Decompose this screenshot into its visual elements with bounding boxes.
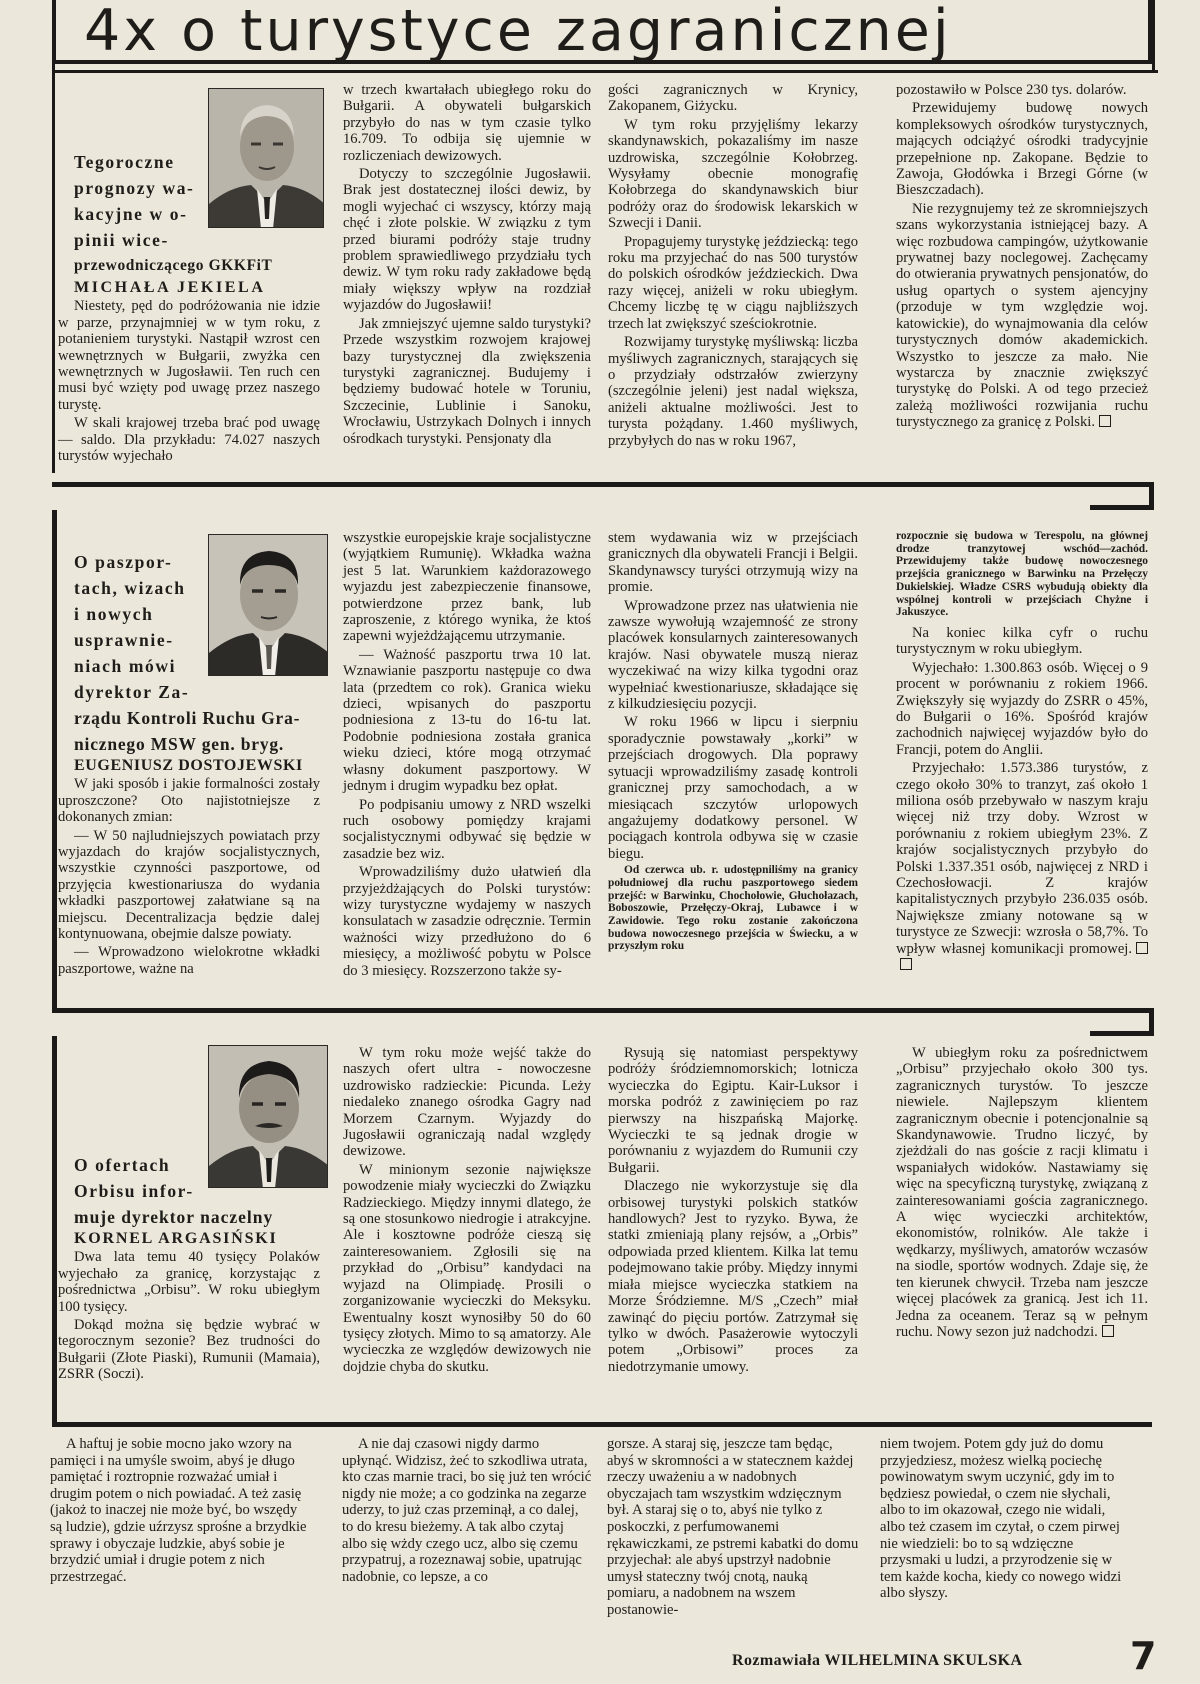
intro-line: O paszpor-	[74, 552, 173, 572]
paragraph: Rozwijamy turystykę myśliwską: liczba myśliwych zagranicznych, starających się o przydziały odstrzałów zwierzyny (szczególnie jeleni) jest nadal większa, aniżeli aktualne możliwości. Jest to turysta pożądany. 1.460 myśliwych, przybyłych do nas w roku 1967,	[608, 334, 858, 449]
interviewee-name: EUGENIUSZ DOSTOJEWSKI	[74, 757, 303, 774]
intro-line: rządu Kontroli Ruchu Gra-	[74, 708, 301, 728]
paragraph: Dwa lata temu 40 tysięcy Polaków wyjechało za granicę, korzystając z pośrednictwa „Orbisu”. W roku ubiegłym 100 tysięcy.	[58, 1249, 320, 1315]
paragraph: Przewidujemy budowę nowych kompleksowych ośrodków turystycznych, mających odciążyć ośrodki tradycyjnie przepełnione np. Zakopane. Będzie to Zawoja, Głodówka i Brzegi Górne (w Bieszczadach).	[896, 100, 1148, 199]
paragraph: Niestety, pęd do podróżowania nie idzie w parze, przynajmniej w w tym roku, z potanieniem turystyki. Nastąpił wzrost cen wewnętrznych w Bułgarii, zwyżka cen wewnętrznych w Jugosławii. Ten ruch cen musi być wzięty pod uwagę przez naszego turystę.	[58, 298, 320, 413]
bottom-text-block	[50, 1436, 1130, 1616]
paragraph: stem wydawania wiz w przejściach granicznych dla obywateli Francji i Belgii. Skandynawscy turyści otrzymują wizy na promie.	[608, 530, 858, 596]
paragraph: rozpocznie się budowa w Terespolu, na głównej drodze tranzytowej wschód—zachód. Przewidujemy także budowę nowoczesnego przejścia granicznego w Barwinku na Przełęczy Dukielskiej. Władze CSRS wybudują obiekty dla wspólnej kontroli w przejściach Chyżne i Jakuszyce.	[896, 530, 1148, 619]
rule	[1152, 0, 1155, 70]
paragraph	[896, 1045, 1148, 1340]
article-3-col-4	[896, 1045, 1148, 1342]
paragraph: niem twojem. Potem gdy już do domu przyjedziesz, możesz wielką pociechę powinowatym swym uczynić, gdy im to będziesz powiedał, o czem nie słychali, albo to im okazował, czego nie widali, albo też czasem im czytał, o czem pirwej nie wiedzieli: bo to są wdzięczne przysmaki u ludzi, a przyrodzenie się w tem każde kocha, kiedy co nowego widzi albo słyszy.	[880, 1436, 1122, 1602]
rule	[1090, 505, 1154, 510]
intro-line: usprawnie-	[74, 630, 174, 650]
paragraph: wszystkie europejskie kraje socjalistyczne (wyjątkiem Rumunię). Wkładka ważna jest 5 lat. Warunkiem każdorazowego wyjazdu jest zabezpieczenie finansowe, potwierdzone przez bank, lub zaproszenie, z którego wynika, że ktoś zapewni wyjeżdżającemu utrzymanie.	[343, 530, 591, 645]
paragraph: w trzech kwartałach ubiegłego roku do Bułgarii. A obywateli bułgarskich przybyło do nas w tym czasie tylko 16.709. To odbija się ujemnie w rozliczeniach dewizowych.	[343, 82, 591, 164]
article-2-col-1	[58, 530, 320, 979]
paragraph-text: Nie rezygnujemy też ze skromniejszych szans wykorzystania istniejącej bazy. A więc rozbudowa campingów, użytkowanie prywatnej bazy noclegowej. Zachęcamy do otwierania prywatnych pensjonatów, do usług opartych o system ajencyjny (przoduje w tym względzie woj. katowickie), do wynajmowania dla celów turystycznych domów akademickich. Wszystko to jeszcze za mało. Nie wystarcza by znacznie zwiększyć turystykę do Polski. A od tego przecież zależą możliwości rozwijania ruchu turystycznego za granicę z Polski.	[896, 200, 1148, 431]
paragraph: A nie daj czasowi nigdy darmo upłynąć. Widzisz, żeć to szkodliwa utrata, kto czas marnie traci, bo się już ten wrócić nigdy nie może; a co godzinka na zegarze uderzy, to już czas przeminął, a co dalej, to do kresu bieżemy. A tak albo czytaj albo się wżdy czego ucz, albo się czemu przypatruj, a rozeznawaj sobie, upatrując nadobnie, co lepsze, a co	[342, 1436, 592, 1585]
end-mark-icon	[900, 958, 912, 970]
article-1-col-1	[58, 82, 320, 466]
article-2-col-2	[343, 530, 591, 981]
paragraph: W tym roku może wejść także do naszych ofert ultra - nowoczesne uzdrowisko radzieckie: Picunda. Leży niedaleko znanego ośrodka Gagry nad Morzem Czarnym. Wyjazdy do Jugosławii ograniczają nadal względy dewizowe.	[343, 1045, 591, 1160]
paragraph: W skali krajowej trzeba brać pod uwagę — saldo. Dla przykładu: 74.027 naszych turystów wyjechało	[58, 415, 320, 465]
intro-line: Orbisu infor-	[74, 1181, 194, 1201]
article-2-col-4	[896, 530, 1148, 975]
article-1-col-4	[896, 82, 1148, 433]
end-mark-icon	[1136, 942, 1148, 954]
intro-line: i nowych	[74, 604, 154, 624]
paragraph-text: Przyjechało: 1.573.386 turystów, z czego około 30% to tranzyt, zaś około 1 miliona osób przebywało w naszym kraju więcej niż trzy doby. Wzrost w porównaniu z rokiem ubiegłym 23%. Z krajów socjalistycznych przybyło do Polski 1.337.351 osób, najwięcej z NRD i Czechosłowacji. Z krajów kapitalistycznych przybyło 236.035 osób. Największe zmiany notowane są w turystyce ze Szwecji: wzrosła o 58,7%. To wpływ własnej komunikacji promowej.	[896, 760, 1148, 957]
paragraph: Wprowadzone przez nas ułatwienia nie zawsze wywołują wzajemność ze strony placówek konsularnych zainteresowanych krajów. Nasi obywatele muszą nieraz wyczekiwać na wizy kilka tygodni oraz wypełniać kwestionariusze, składające się z kilkudziesięciu pozycji.	[608, 597, 858, 713]
bottom-col-4	[880, 1436, 1130, 1604]
rule	[52, 482, 1152, 487]
intro-line: tach, wizach	[74, 578, 186, 598]
article-2	[58, 530, 1158, 1000]
paragraph: Dlaczego nie wykorzystuje się dla orbisowej turystyki polskich statków handlowych? Jest to ryzyko. Bywa, że statki zmieniają plany rejsów, a „Orbis” odpowiada przed klientem. Kilka lat temu podejmowano takie próby. Między innymi miała miejsce wycieczka statkiem na Morze Śródziemne. M/S „Czech” miał zawinąć do pięciu portów. Zatrzymał się tylko w dwóch. Pasażerowie wytoczyli potem „Orbisowi” proces za niedotrzymanie umowy.	[608, 1178, 858, 1375]
intro-line: niach mówi	[74, 656, 177, 676]
paragraph: Rysują się natomiast perspektywy podróży śródziemnomorskich; lotnicza wycieczka do Egiptu. Kair-Luksor i morska podróż z zawinięciem po raz pierwszy na hiszpańską Majorkę. Wycieczki te są jednak drogie w porównaniu z wyjazdem do Rumunii czy Bułgarii.	[608, 1045, 858, 1176]
paragraph	[896, 201, 1148, 431]
paragraph: Wprowadziliśmy dużo ułatwień dla przyjeżdżających do Polski turystów: wizy turystyczne wydajemy w naszych konsulatach w zasadzie odręcznie. Termin ważności wizy przedłużono do 6 miesięcy, a możliwość pobytu w Polsce do 3 miesięcy. Rozszerzono także sy-	[343, 864, 591, 979]
paragraph: gości zagranicznych w Krynicy, Zakopanem, Giżycku.	[608, 82, 858, 115]
article-3-col-3	[608, 1045, 858, 1377]
article-1-col-3	[608, 82, 858, 451]
article-2-col-3	[608, 530, 858, 955]
paragraph: Na koniec kilka cyfr o ruchu turystycznym w roku ubiegłym.	[896, 624, 1148, 658]
paragraph: — W 50 najludniejszych powiatach przy wyjazdach do krajów socjalistycznych, wszystkie czynności paszportowe, od przyjęcia kwestionariusza do wydania wkładki paszportowej załatwiane są na miejscu. Decentralizacja będzie dalej kontynuowana, obejmie dalsze powiaty.	[58, 827, 320, 943]
bottom-col-3	[607, 1436, 859, 1621]
intro-line: pinii wice-	[74, 230, 169, 250]
rule	[52, 1008, 1152, 1013]
intro-line: Tegoroczne	[74, 152, 175, 172]
paragraph: W jaki sposób i jakie formalności zostały uproszczone? Oto najistotniejsze z dokonanych zmian:	[58, 776, 320, 826]
intro-line: prognozy wa-	[74, 178, 195, 198]
paragraph: W tym roku przyjęliśmy lekarzy skandynawskich, pokazaliśmy im nasze uzdrowiska, szczególnie Kołobrzeg. Wysyłamy obecnie monografię Kołobrzega do skandynawskich biur podróży oraz do środowisk lekarskich w Szwecji i Danii.	[608, 116, 858, 232]
paragraph: Propagujemy turystykę jeździecką: tego roku ma przyjechać do nas 500 turystów do polskich ośrodków jeździeckich. Dwa razy więcej, aniżeli w roku ubiegłym. Chcemy liczbę tę w ciągu najbliższych trzech lat zwiększyć sześciokrotnie.	[608, 233, 858, 332]
intro-line: nicznego MSW gen. bryg.	[74, 734, 285, 754]
rule	[52, 510, 57, 1010]
paragraph: — Wprowadzono wielokrotne wkładki paszportowe, ważne na	[58, 944, 320, 977]
article-3-col-1	[58, 1045, 320, 1385]
article-1-col-2	[343, 82, 591, 449]
rule	[52, 0, 55, 473]
page-header	[52, 0, 1152, 64]
article-3-col-2	[343, 1045, 591, 1377]
end-mark-icon	[1102, 1325, 1114, 1337]
paragraph: W roku 1966 w lipcu i sierpniu sporadycznie powstawały „korki” w przejściach drogowych. Dla poprawy sytuacji wprowadziliśmy zasadę kontroli granicznej przy samochodach, a w miesiącach szczytów urlopowych angażujemy dodatkowy personel. W pociągach kontrola odbywa się w czasie biegu.	[608, 714, 858, 862]
article-1	[58, 82, 1158, 472]
rule	[1090, 1031, 1154, 1036]
paragraph: Dotyczy to szczególnie Jugosławii. Brak jest dostatecznej ilości dewiz, by mogli wyjechać ci wszyscy, którzy mają chęć i złote polskie. W związku z tym przed biurami podróży staje trudny problem sprawiedliwego przydziału tych dewiz. W tym roku rady zakładowe będą miały większy wpływ na rozdział wyjazdów do Jugosławii!	[343, 166, 591, 314]
paragraph: A haftuj je sobie mocno jako wzory na pamięci i na umyśle swoim, abyś je długo pamiętać i roztropnie rozważać umiał i drugim potem o nich powiadać. A też zasię (jakoż to inaczej nie może być, bo wszędy są ludzie), gdzie uźrzysz sprośne a brzydkie sprawy i obyczaje ludzkie, abyś sobie je brzydzić umiał i drugie potem z nich przestrzegać.	[50, 1436, 307, 1585]
interviewee-name: KORNEL ARGASIŃSKI	[74, 1230, 278, 1247]
author-credit: Rozmawiała WILHELMINA SKULSKA	[732, 1652, 1023, 1669]
paragraph: gorsze. A staraj się, jeszcze tam będąc, abyś w skromności a w statecznem każdej rzeczy uważeniu a w nadobnych obyczajach tam wszystkim wdzięcznym był. A staraj się o to, abyś nie tylko z poskoczki, z perfumowanemi rękawiczkami, ze pstremi kabatki do domu przyjechał: ale abyś upstrzył nadobnie umysł stateczny twój cnotą, nauką pomiaru, a nadobnem na wszem postanowie-	[607, 1436, 859, 1618]
bottom-col-1	[50, 1436, 312, 1587]
bottom-col-2	[342, 1436, 592, 1587]
paragraph: — Ważność paszportu trwa 10 lat. Wznawianie paszportu następuje co dwa lata (przedtem co rok). Granica wieku dzieci, wpisanych do paszportu podniesiona z 13-tu do 16-tu lat. Podobnie podniesiona została granica wieku dzieci, które mogą otrzymać własny dokument paszportowy. W jednym i drugim wypadku bez opłat.	[343, 646, 591, 795]
intro-line: dyrektor Za-	[74, 682, 190, 702]
paragraph: Po podpisaniu umowy z NRD wszelki ruch osobowy pomiędzy krajami socjalistycznymi odbywać się będzie w zasadzie bez wiz.	[343, 796, 591, 862]
page-number: 7	[1130, 1634, 1157, 1678]
article-3	[58, 1045, 1158, 1420]
interviewee-name: MICHAŁA JEKIELA	[74, 279, 266, 296]
intro-line: muje dyrektor naczelny	[74, 1207, 274, 1227]
rule	[52, 1036, 57, 1426]
paragraph	[896, 760, 1148, 973]
rule	[52, 1422, 1152, 1427]
intro-line: kacyjne w o-	[74, 204, 188, 224]
paragraph: pozostawiło w Polsce 230 tys. dolarów.	[896, 82, 1127, 98]
paragraph: Dokąd można się będzie wybrać w tegorocznym sezonie? Bez trudności do Bułgarii (Złote Piaski), Rumunii (Mamaia), ZSRR (Soczi).	[58, 1317, 320, 1383]
paragraph: W minionym sezonie największe powodzenie miały wycieczki do Związku Radzieckiego. Między innymi dlatego, że są one stosunkowo niedrogie i atrakcyjne. Ale i kosztowne podróże cieszą się zainteresowaniem. Zgłosili się na przykład do „Orbisu” kandydaci na wyjazd na Olimpiadę. Prosili o zorganizowanie wycieczki do Meksyku. Ewentualny koszt wynosiłby 50 do 60 tysięcy złotych. Mimo to są amatorzy. Ale wycieczka ze względów dewizowych nie dojdzie chyba do skutku.	[343, 1161, 591, 1375]
rule	[52, 70, 1158, 73]
intro-line: O ofertach	[74, 1155, 171, 1175]
paragraph-text: W ubiegłym roku za pośrednictwem „Orbisu” przyjechało około 300 tys. zagranicznych turystów. To jeszcze niewiele. Najlepszym klientem zagranicznym obecnie i potencjonalnie są Skandynawowie. Trudno liczyć, by zjeżdżali do nas goście z racji klimatu i wspaniałych widoków. Nastawiamy się więc na specyficzną turystykę, związaną z zainteresowaniami gościa zagranicznego. A więc wycieczki architektów, ekonomistów, rolników. Ale także i wędkarzy, myśliwych, amatorów wczasów na siodle, sportów wodnych. Zdaje się, że ten kierunek chwycił. Trzeba nam jeszcze więcej placówek za granicą. Jest ich 11. Jedna za oceanem. Teraz są w pełnym ruchu. Nowy sezon już nadchodzi.	[896, 1045, 1148, 1340]
page-title: 4x o turystyce zagranicznej	[84, 0, 952, 64]
paragraph: Jak zmniejszyć ujemne saldo turystyki? Przede wszystkim rozwojem krajowej bazy turystycznej dla zwiększenia turystyki zagranicznej. Budujemy i będziemy budować hotele w Toruniu, Szczecinie, Lublinie i Sanoku, Wrocławiu, Ustrzykach Dolnych i innych ośrodkach turystyki. Pensjonaty dla	[343, 315, 591, 447]
end-mark-icon	[1099, 415, 1111, 427]
paragraph: Od czerwca ub. r. udostępniliśmy na granicy południowej dla ruchu paszportowego siedem przejść: w Barwinku, Chochołowie, Głuchołazach, Boboszowie, Przełęczy-Okraj, Lubawce i w Zawidowie. Tego roku zostanie zakończona budowa nowoczesnego przejścia w Świecku, a w przyszłym roku	[608, 864, 858, 953]
paragraph: Wyjechało: 1.300.863 osób. Więcej o 9 procent w porównaniu z rokiem 1966. Zwiększyły się wyjazdy do ZSRR o 45%, do Bułgarii o 16%. Spośród krajów zachodnich najwięcej wyjazdów było do Francji, potem do Anglii.	[896, 659, 1148, 758]
intro-line: przewodniczącego GKKFiT	[74, 257, 273, 274]
